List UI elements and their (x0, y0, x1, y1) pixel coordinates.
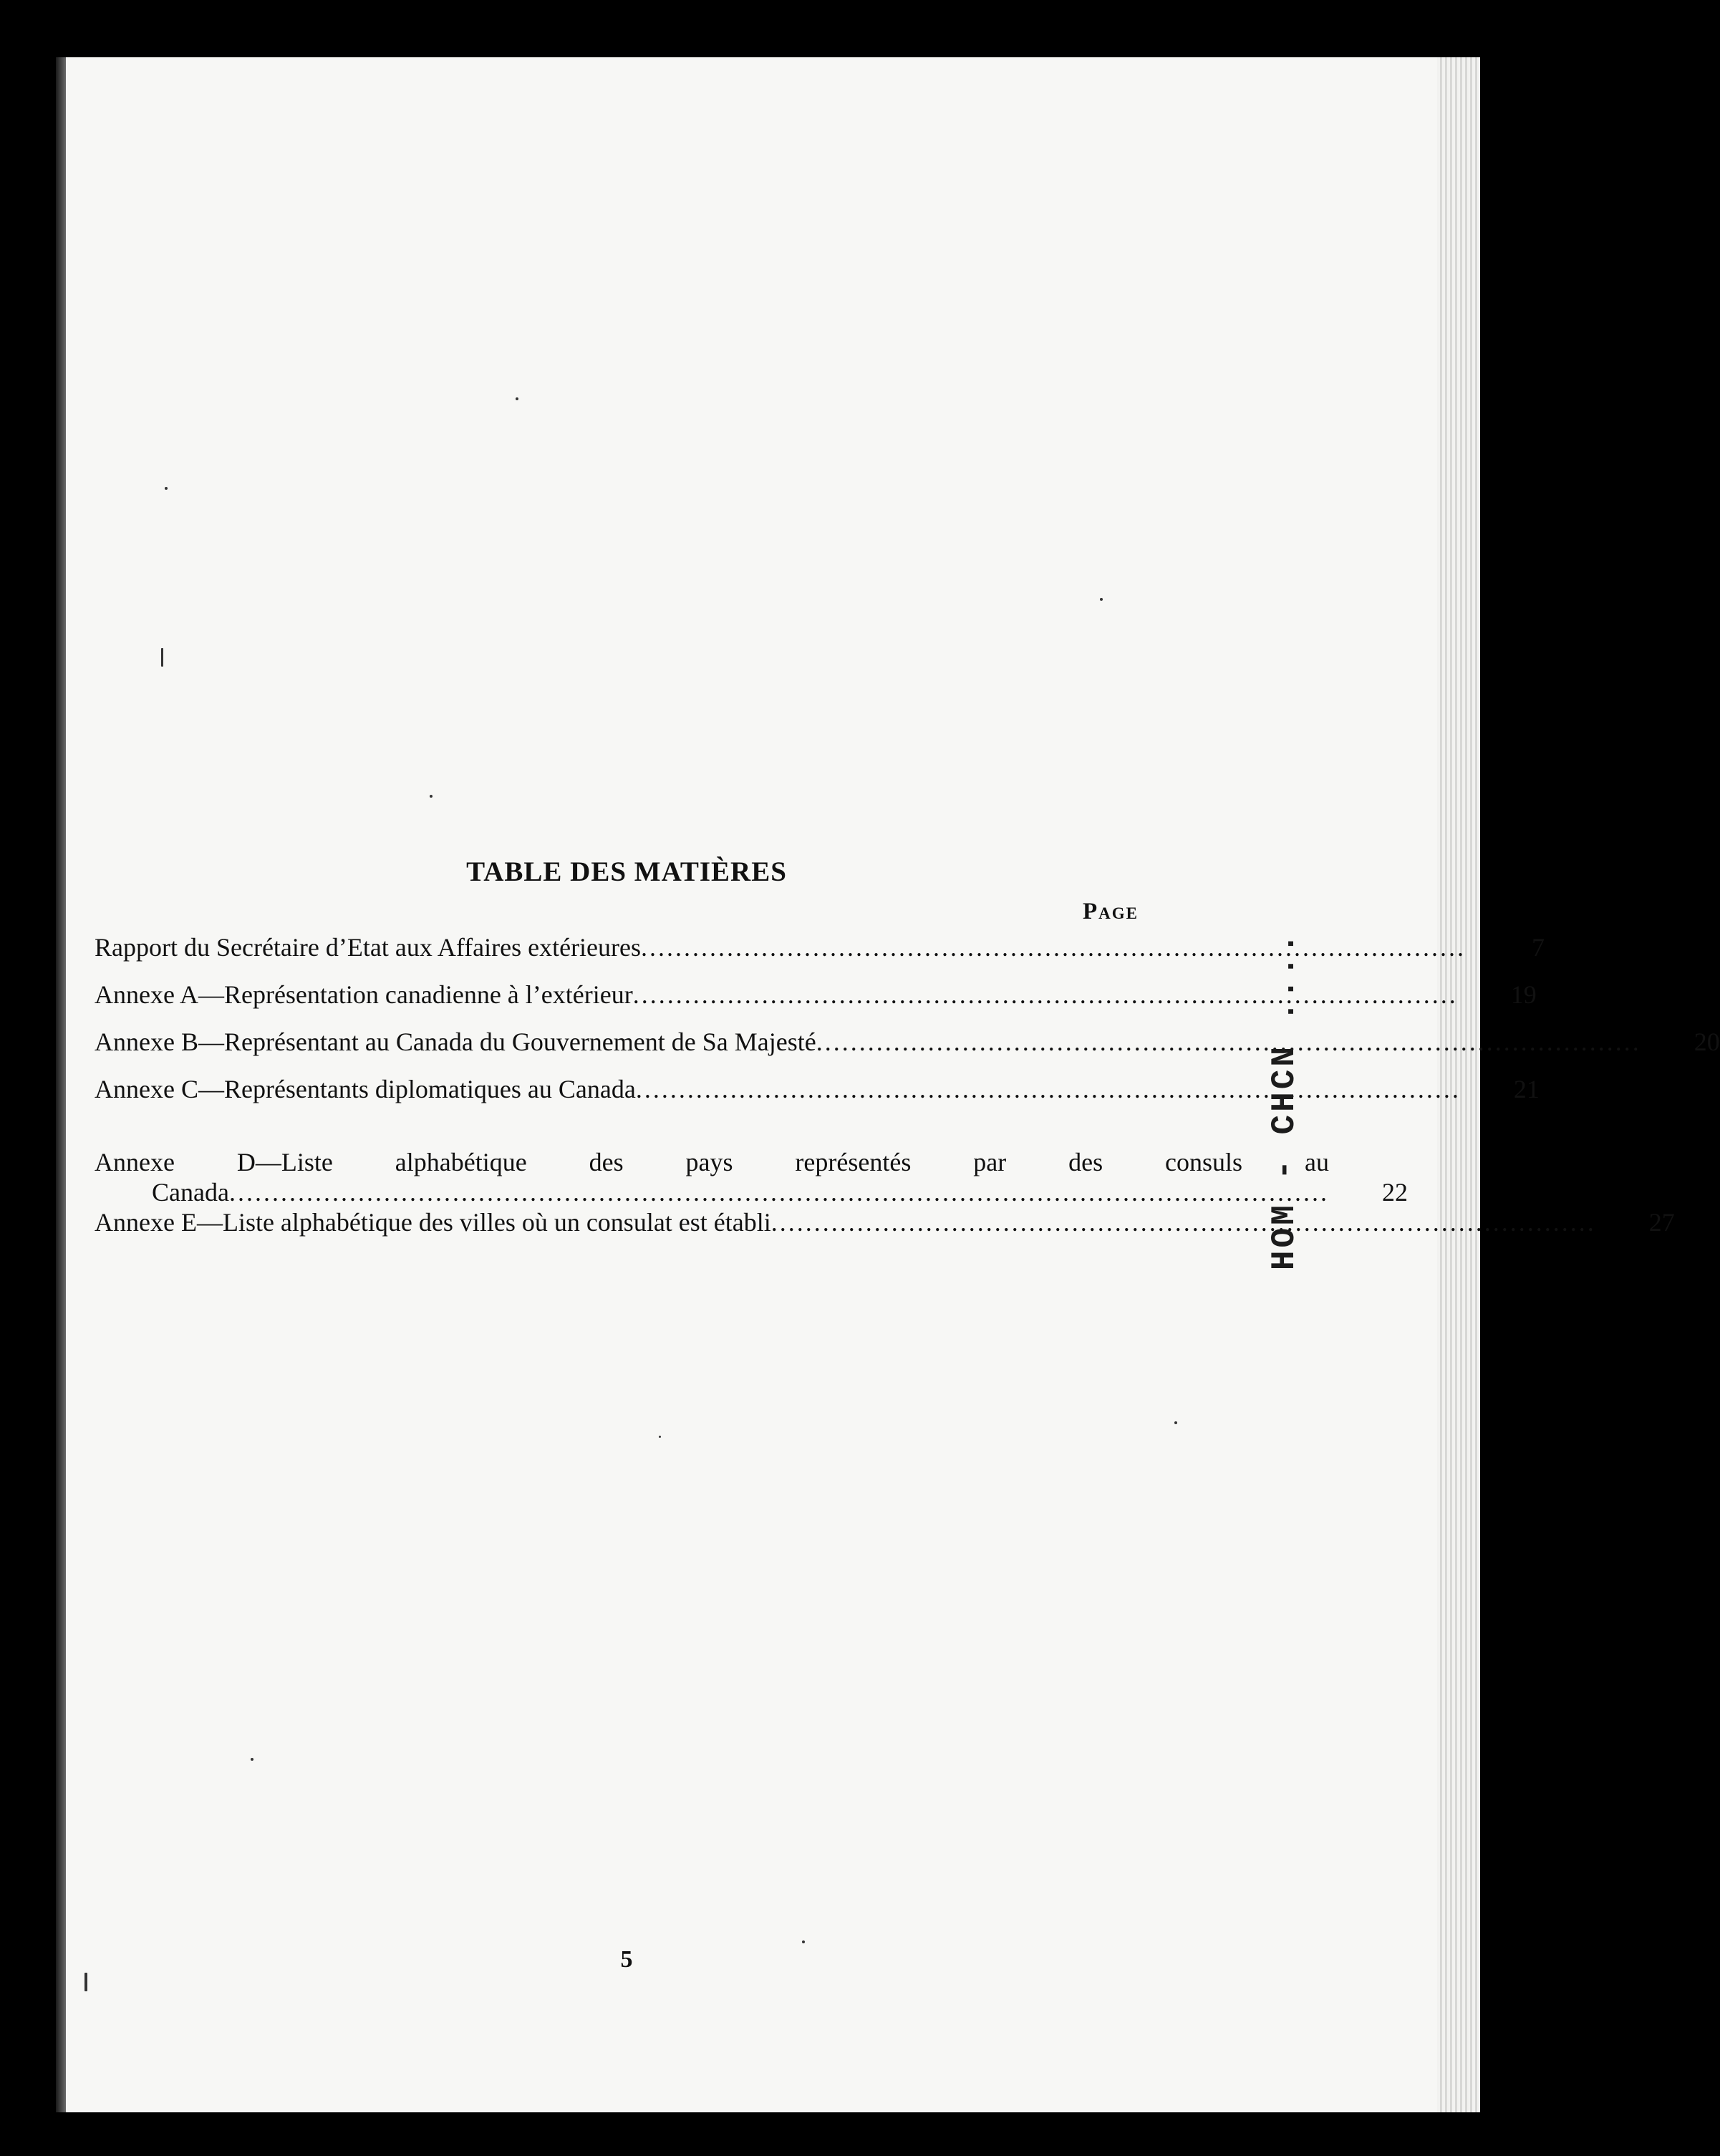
scan-speck (251, 1758, 253, 1761)
toc-entry-text-continued: Canada (152, 1178, 229, 1207)
scan-speck (165, 487, 168, 490)
leader-dots: ................................................................................................ (641, 933, 1467, 962)
scan-speck (802, 1940, 805, 1943)
scan-speck (516, 397, 518, 400)
toc-entry-text: Annexe A—Représentation canadienne à l’extérieur (95, 980, 633, 1009)
toc-entry[interactable] (95, 1121, 1408, 1207)
toc-entry-page: 27 (1648, 1208, 1675, 1237)
leader-dots: ................................................................................................ (816, 1028, 1641, 1056)
toc-entry[interactable] (95, 980, 1537, 1027)
toc-entry[interactable] (95, 1207, 1675, 1255)
toc-entry-text: Rapport du Secrétaire d’Etat aux Affaires extérieures (95, 933, 642, 962)
toc-title: TABLE DES MATIÈRES (466, 856, 787, 887)
scan-speck (430, 795, 433, 798)
toc-entry-text: Annexe B—Représentant au Canada du Gouvernement de Sa Majesté (95, 1028, 816, 1056)
toc-entry-text: Annexe E—Liste alphabétique des villes où un consulat est établi (95, 1208, 771, 1237)
toc-entry-page: 21 (1513, 1075, 1540, 1103)
page-number: 5 (620, 1946, 633, 1973)
page-column-header: Page (1083, 899, 1139, 924)
leader-dots: ................................................................................................................................ (228, 1178, 1329, 1207)
toc-entry-page: 19 (1510, 980, 1537, 1009)
scan-speck (1174, 1421, 1177, 1424)
leader-dots: ................................................................................................ (635, 1075, 1461, 1103)
leader-dots: ................................................................................................ (770, 1208, 1596, 1237)
binding-shadow (56, 57, 66, 2112)
toc-entry-text: Annexe C—Représentants diplomatiques au Canada (95, 1075, 636, 1103)
toc-entry[interactable] (95, 1027, 1720, 1074)
scan-speck (161, 648, 163, 667)
scan-speck (1100, 598, 1103, 601)
toc-entry-text: Annexe D—Liste alphabétique des pays représentés par des consuls au (95, 1148, 1329, 1176)
scan-speck (84, 1973, 87, 1991)
toc-entry-page: 22 (1381, 1178, 1408, 1207)
scan-speck (659, 1436, 661, 1438)
toc-entry[interactable] (95, 932, 1545, 980)
library-stamp: HOM - CHCN .... (1266, 931, 1303, 1271)
toc-entry-page: 20 (1694, 1028, 1720, 1056)
toc-entry[interactable] (95, 1074, 1540, 1121)
leader-dots: ................................................................................................ (632, 980, 1458, 1009)
toc-entry-page: 7 (1532, 933, 1545, 962)
